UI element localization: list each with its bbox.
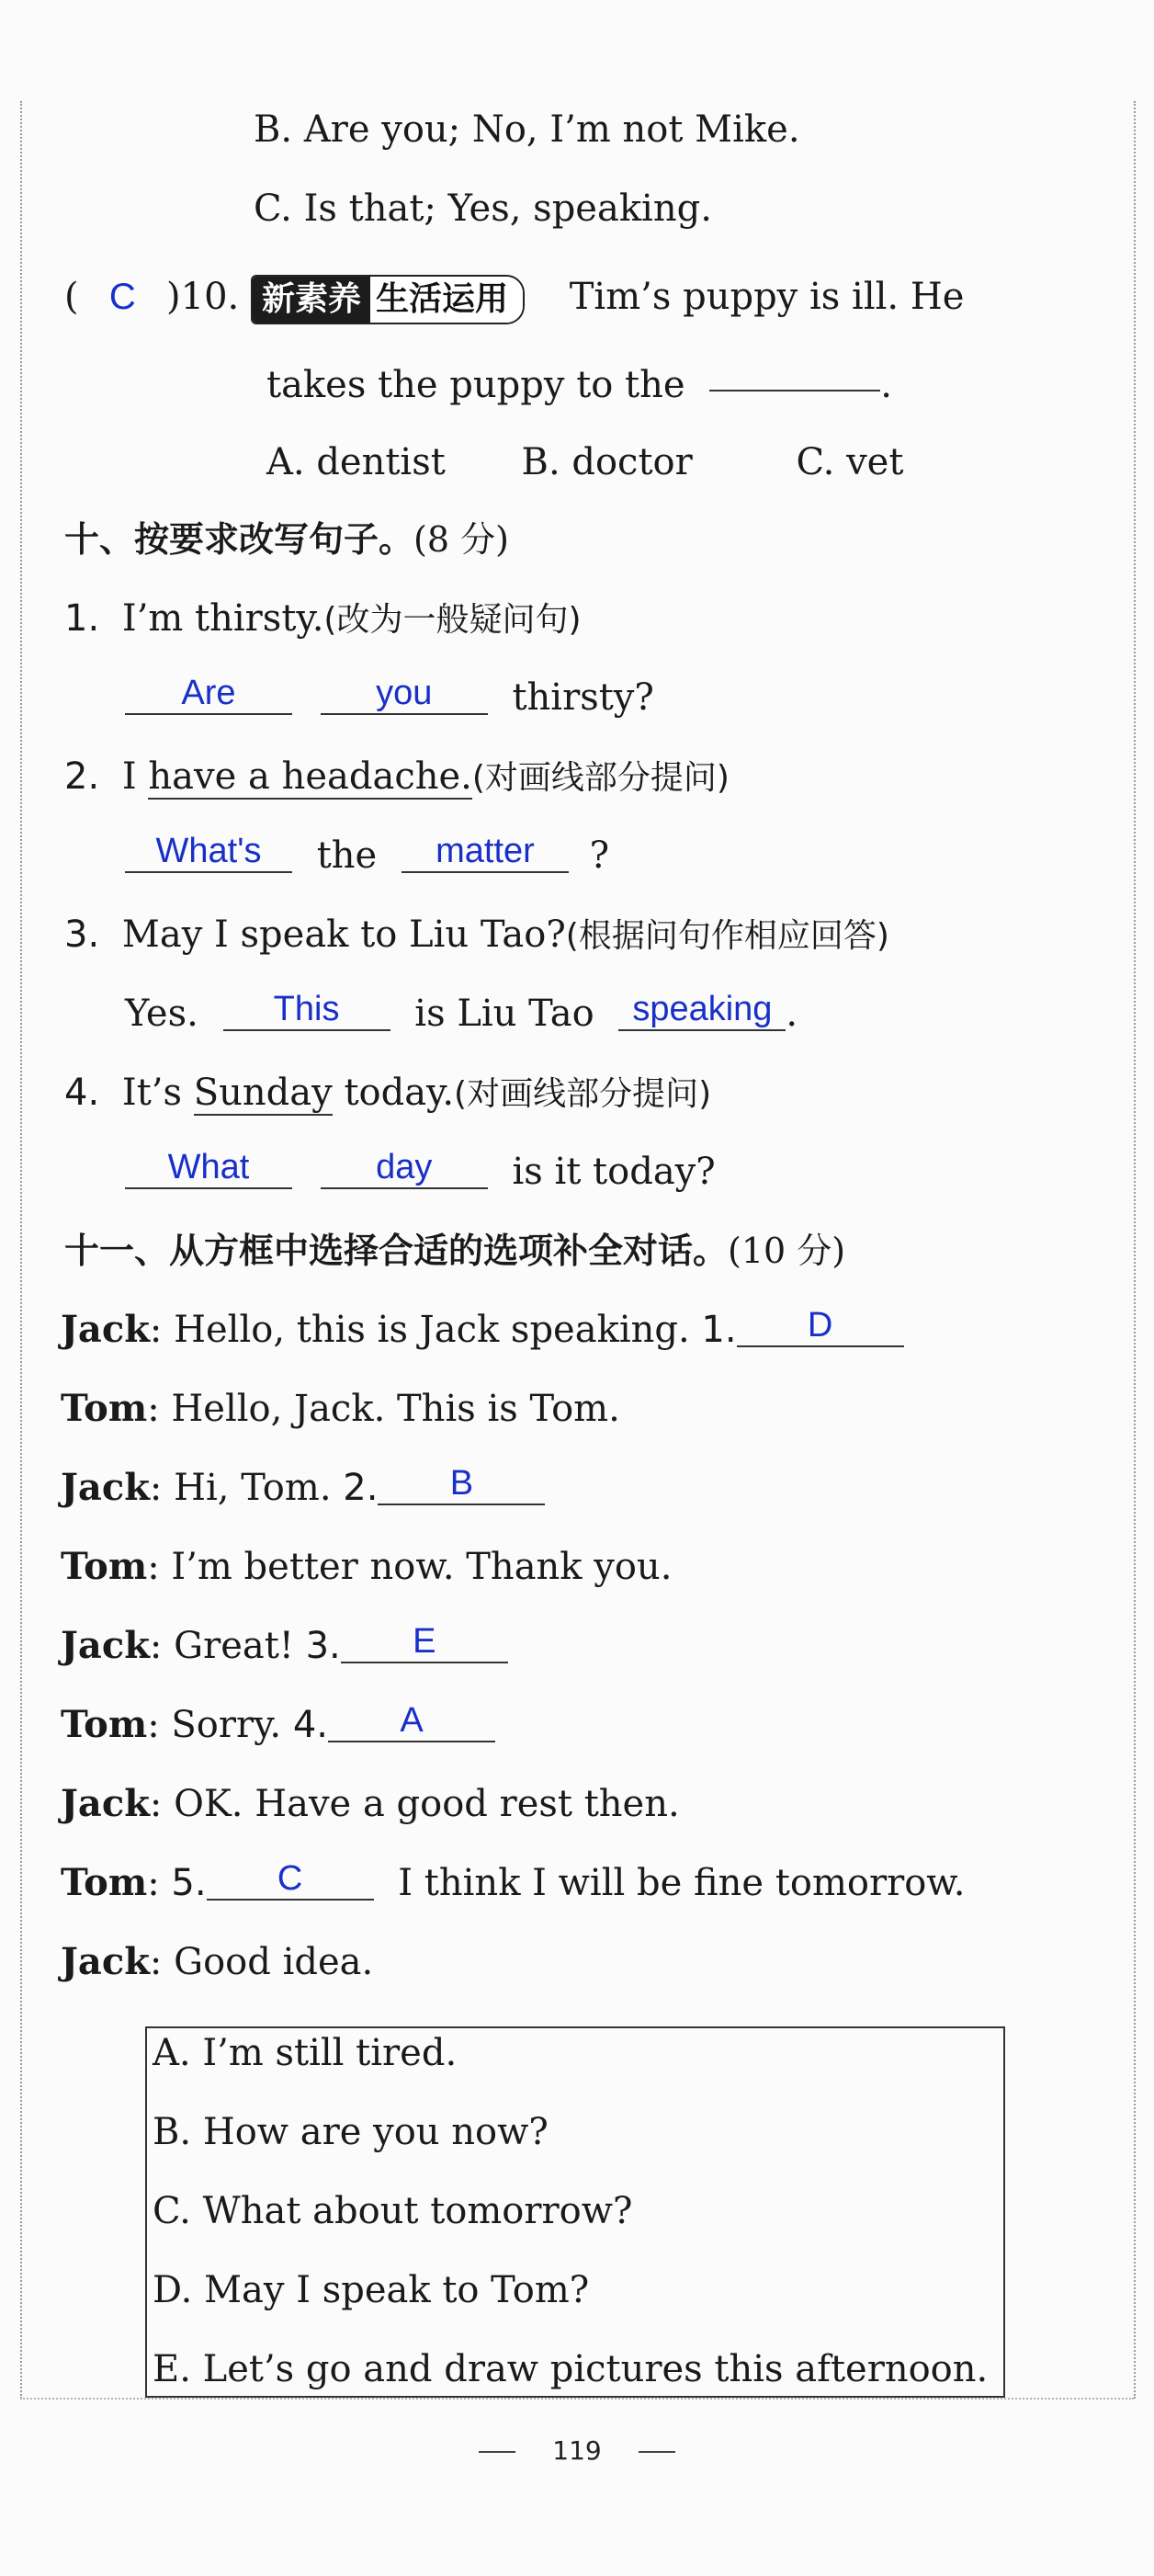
q10-text-line1: Tim’s puppy is ill. He [569,276,965,318]
answer-tail: thirsty? [512,676,654,719]
speaker-colon: : [147,1546,160,1588]
right-margin-line [1134,101,1136,2399]
speaker-name: Jack [61,1466,150,1509]
section-10-title: 十、按要求改写句子。 [64,519,414,560]
rewrite-answer-2 [125,833,609,879]
answer-blank: you [321,673,488,715]
item-number: 4. [64,1072,100,1114]
answer-blank: What's [125,831,292,873]
rewrite-item-2 [64,754,730,801]
options-box [145,2026,1005,2398]
answer-blank: speaking [618,989,786,1031]
dialogue-blank: B [378,1463,545,1505]
speaker-name: Jack [61,1940,150,1983]
item-number: 3. [64,914,100,956]
badge-light-label: 生活运用 [370,277,523,323]
dialogue-blank: D [737,1305,904,1347]
answer-mid: is Liu Tao [414,993,594,1035]
speaker-colon: : [147,1704,160,1746]
item-number: 1. [64,597,100,640]
dialogue-text: Great! [174,1625,294,1667]
dialogue-line [61,1465,545,1511]
speaker-colon: : [147,1862,160,1904]
item-post: today. [344,1072,455,1114]
answer-tail: . [786,993,798,1035]
item-instruction: (根据问句作相应回答) [565,917,889,955]
dialogue-text: Good idea. [174,1941,374,1983]
rewrite-answer-1 [125,675,654,721]
item-sentence: I’m thirsty. [121,597,324,640]
q10-number: )10. [166,276,240,318]
option-c-line: C. Is that; Yes, speaking. [254,187,712,230]
item-number: 2. [64,755,100,798]
dialogue-line [61,1702,495,1748]
item-pre: It’s [121,1072,183,1114]
speaker-colon: : [149,1941,163,1983]
dialogue-line [61,1544,672,1590]
section-11-points: (10 分) [728,1231,846,1271]
dialogue-text: Hello, this is Jack speaking. [174,1309,690,1351]
answer-blank: What [125,1147,292,1189]
rewrite-answer-3 [125,991,798,1037]
dialogue-blank: A [328,1700,495,1742]
speaker-colon: : [149,1625,163,1667]
q10-line2 [266,362,892,408]
option-item: C. What about tomorrow? [153,2190,633,2232]
speaker-name: Tom [61,1703,148,1746]
footer-dash-right [639,2451,675,2453]
dialogue-text: Sorry. [171,1704,282,1746]
blank-number: 2. [343,1467,379,1509]
section-10-points: (8 分) [413,519,509,560]
speaker-colon: : [149,1467,163,1509]
answer-tail: ? [589,834,610,877]
bottom-divider [20,2398,1134,2400]
section-11-heading [64,1228,845,1274]
dialogue-line [61,1781,680,1827]
q10-answer: C [108,277,136,317]
footer-dash-left [479,2451,515,2453]
item-instruction: (对画线部分提问) [471,759,730,797]
answer-tail: is it today? [512,1151,716,1193]
blank-number: 1. [701,1309,737,1351]
q10-option-c: C. vet [796,441,904,483]
dialogue-line [61,1307,904,1353]
dialogue-line [61,1939,373,1985]
page-number: 119 [552,2435,602,2466]
blank-number: 3. [305,1625,341,1667]
option-item: E. Let’s go and draw pictures this afternoon. [153,2348,989,2390]
speaker-colon: : [147,1388,160,1430]
q10-text-line2: takes the puppy to the [266,364,685,406]
new-literacy-badge [251,275,525,324]
answer-blank: day [321,1147,488,1189]
dialogue-text: Hello, Jack. This is Tom. [171,1388,620,1430]
item-sentence: May I speak to Liu Tao? [121,914,566,956]
q10-blank [709,390,880,392]
option-item: D. May I speak to Tom? [153,2269,590,2311]
dialogue-blank: E [341,1621,508,1663]
option-item: B. How are you now? [153,2111,549,2153]
item-instruction: (改为一般疑问句) [323,601,582,639]
underlined-phrase: have a headache. [148,755,472,798]
paren-open: ( [64,276,79,318]
q10-period: . [880,364,893,406]
speaker-name: Jack [61,1782,150,1825]
speaker-name: Tom [61,1545,148,1588]
page-number-footer [0,2435,1154,2466]
q10-option-b: B. doctor [521,441,693,483]
left-margin-line [20,101,22,2399]
section-10-heading [64,516,509,562]
rewrite-answer-4 [125,1149,716,1195]
option-b-line: B. Are you; No, I’m not Mike. [254,108,800,151]
dialogue-tail: I think I will be fine tomorrow. [398,1862,966,1904]
q10-options [266,439,903,485]
blank-number: 4. [292,1704,329,1746]
badge-dark-label: 新素养 [253,277,370,323]
rewrite-item-1 [64,596,582,643]
speaker-colon: : [149,1783,163,1825]
answer-blank: Are [125,673,292,715]
blank-number: 5. [171,1862,207,1904]
dialogue-text: OK. Have a good rest then. [174,1783,680,1825]
answer-blank: This [223,989,390,1031]
question-10 [64,274,964,324]
speaker-name: Jack [61,1624,150,1667]
dialogue-line [61,1386,620,1432]
speaker-colon: : [149,1309,163,1351]
speaker-name: Jack [61,1308,150,1351]
option-item: A. I’m still tired. [153,2032,458,2074]
dialogue-line [61,1623,508,1669]
section-11-title: 十一、从方框中选择合适的选项补全对话。 [64,1231,729,1271]
dialogue-line [61,1860,966,1906]
answer-blank: matter [402,831,569,873]
q10-option-a: A. dentist [266,441,446,483]
dialogue-blank: C [207,1858,374,1901]
answer-pre: Yes. [125,993,198,1035]
answer-mid: the [316,834,378,877]
underlined-word: Sunday [193,1072,333,1114]
dialogue-text: I’m better now. Thank you. [171,1546,673,1588]
speaker-name: Tom [61,1387,148,1430]
rewrite-item-4 [64,1070,711,1118]
dialogue-text: Hi, Tom. [174,1467,332,1509]
speaker-name: Tom [61,1861,148,1904]
item-pre: I [121,755,137,798]
rewrite-item-3 [64,912,889,959]
item-instruction: (对画线部分提问) [454,1075,712,1113]
